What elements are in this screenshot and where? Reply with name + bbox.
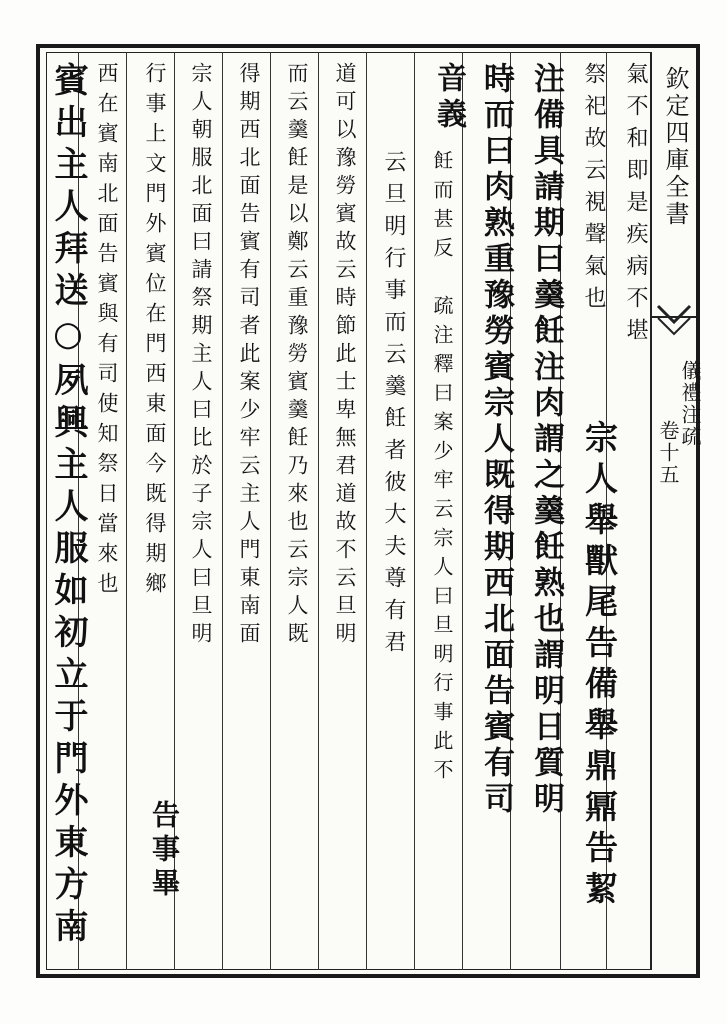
book-title: 欽定四庫全書	[661, 66, 689, 228]
text-column-13: 西在賓南北面告賓與有司使知祭日當來也	[95, 62, 119, 602]
column-divider	[366, 52, 367, 970]
column-divider	[414, 52, 415, 970]
text-column-1: 氣不和即是疾病不堪	[623, 62, 648, 350]
text-column-6: 飪而甚反 疏注釋曰案少牢云宗人曰旦明行事此不	[430, 150, 454, 788]
fish-tail-mark-icon	[654, 300, 694, 344]
text-column-10: 得期西北面告賓有司者此案少牢云主人門東南面	[237, 62, 261, 650]
column-divider	[270, 52, 271, 970]
text-column-12: 行事上文門外賓位在門西東面今既得期鄉	[143, 62, 167, 602]
text-column-7: 云旦明行事而云羹飪者彼大夫尊有君	[381, 150, 406, 662]
section-title: 儀禮注疏	[678, 360, 702, 448]
text-column-12-heading: 告事畢	[148, 800, 181, 902]
text-column-9: 而云羹飪是以鄭云重豫勞賓羹飪乃來也云宗人既	[285, 62, 309, 650]
text-column-11: 宗人朝服北面曰請祭期主人曰比於子宗人曰旦明	[189, 62, 213, 650]
text-column-3: 宗人舉獸尾告備舉鼎鼏告絜	[580, 420, 619, 912]
text-column-5: 時而曰肉熟重豫勞賓宗人既得期西北面告賓有司	[478, 62, 514, 818]
column-divider	[462, 52, 463, 970]
column-divider	[126, 52, 127, 970]
text-column-4: 注備具請期曰羹飪注肉謂之羹飪熟也謂明日質明	[528, 62, 564, 818]
text-column-2: 祭祀故云視聲氣也	[581, 62, 606, 318]
column-divider	[222, 52, 223, 970]
text-column-14: 賓出主人拜送○夙興主人服如初立于門外東方南	[48, 62, 88, 950]
text-column-6-heading: 音義	[431, 62, 466, 134]
volume-label: 卷十五	[656, 420, 680, 486]
column-divider	[318, 52, 319, 970]
text-column-8: 道可以豫勞賓故云時節此士卑無君道故不云旦明	[333, 62, 357, 650]
